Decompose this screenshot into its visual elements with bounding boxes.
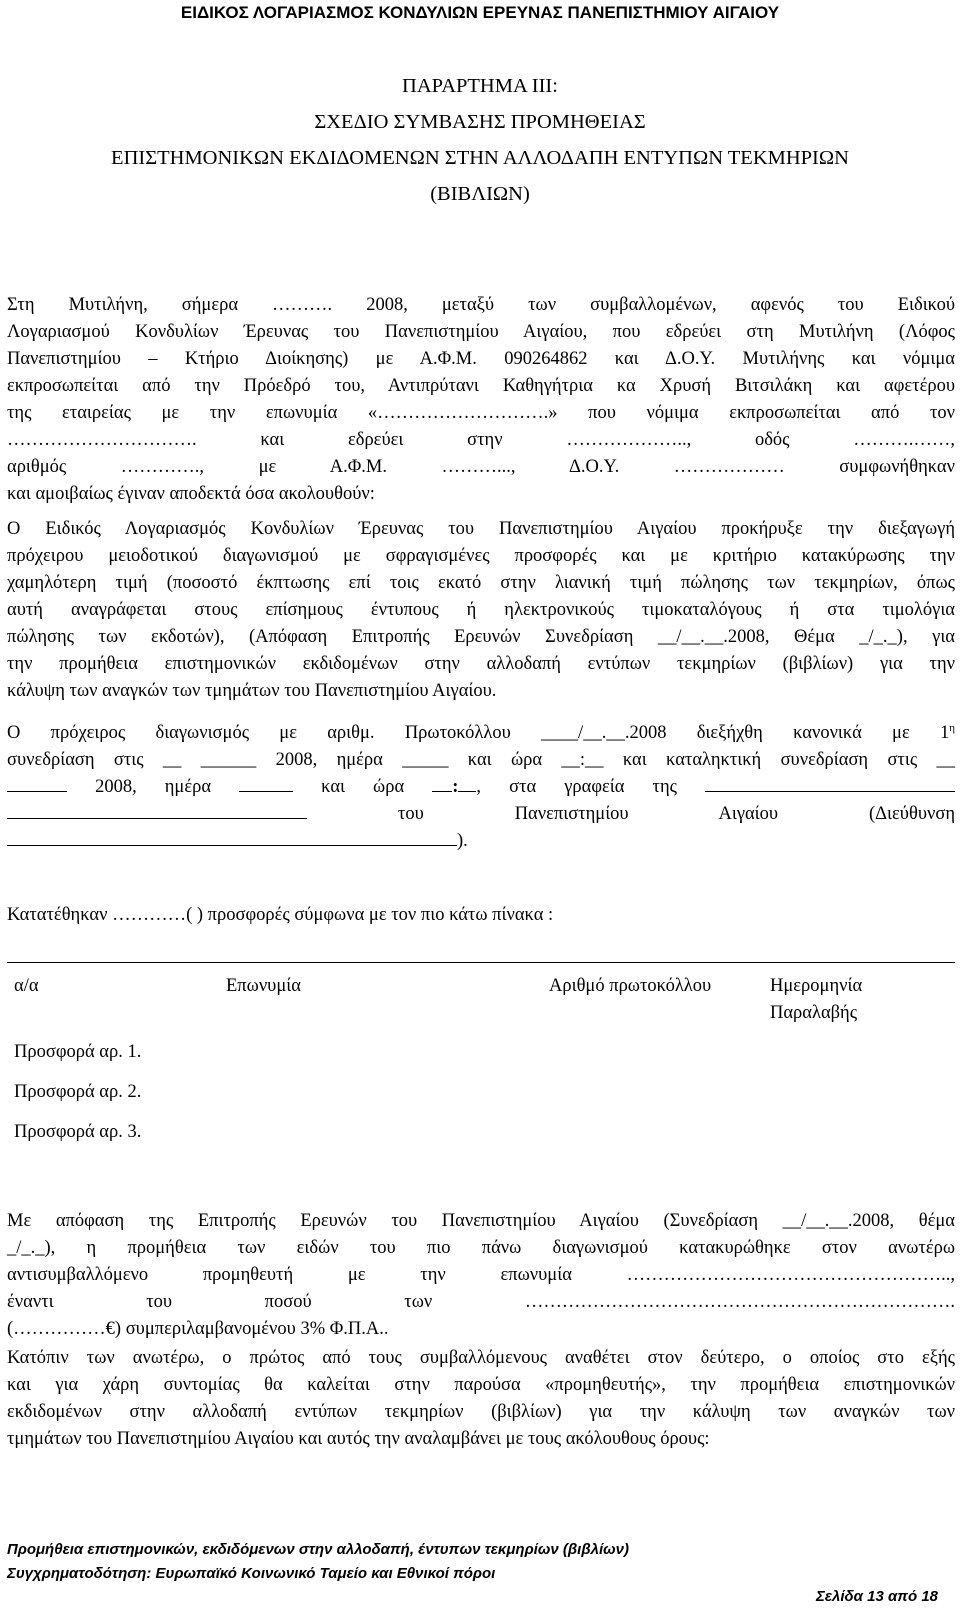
header-cell: α/α <box>14 976 39 996</box>
text-span: ). <box>457 831 468 851</box>
text-line: Κατόπιν των ανωτέρω, ο πρώτος από τους συμβαλλόμενους αναθέτει στον δεύτερο, ο οποίος στο εξής <box>7 1348 955 1368</box>
title-line: ΠΑΡΑΡΤΗΜΑ ΙΙΙ: <box>402 75 558 97</box>
text-line: (……………€) συμπεριλαμβανομένου 3% Φ.Π.Α.. <box>7 1319 389 1339</box>
blank-field <box>432 775 452 792</box>
table-cell: Προσφορά αρ. 1. <box>14 1042 142 1062</box>
text-line <box>7 801 955 828</box>
blank-field <box>7 802 307 819</box>
table-cell: Προσφορά αρ. 2. <box>14 1082 142 1102</box>
blank-field <box>705 775 955 792</box>
text-line: Πανεπιστημίου – Κτήριο Διοίκησης) με Α.Φ.Μ. 090264862 και Δ.Ο.Υ. Μυτιλήνης και νόμιμα <box>7 349 955 369</box>
text-line: αριθμός …………., με Α.Φ.Μ. ………..., Δ.Ο.Υ. ……………… συμφωνήθηκαν <box>7 457 955 477</box>
text-line: αυτή αναγράφεται στους επίσημους έντυπους ή ηλεκτρονικούς τιμοκαταλόγους ή στα τιμολόγια <box>7 600 955 620</box>
ordinal-superscript: η <box>949 721 955 734</box>
text-line: της εταιρείας με την επωνυμία «……………………….» που νόμιμα εκπροσωπείται από τον <box>7 403 955 423</box>
text-line: Στη Μυτιλήνη, σήμερα ………. 2008, μεταξύ των συμβαλλομένων, αφενός του Ειδικού <box>7 295 955 315</box>
text-line: Λογαριασμού Κονδυλίων Έρευνας του Πανεπιστημίου Αιγαίου, που εδρεύει στη Μυτιλήνη (Λόφος <box>7 322 955 342</box>
footer-line: Συγχρηματοδότηση: Ευρωπαϊκό Κοινωνικό Ταμείο και Εθνικοί πόροι <box>7 1565 496 1582</box>
document-footer <box>7 1538 955 1586</box>
text-line <box>7 720 955 747</box>
tender-sessions-paragraph <box>7 720 955 855</box>
table-row <box>7 1029 955 1069</box>
text-span: Ο πρόχειρος διαγωνισμός με αριθμ. Πρωτοκόλλου ____/__.__.2008 διεξήχθη κανονικά με 1 <box>7 723 950 743</box>
text-span: και ώρα <box>321 777 405 797</box>
blank-field <box>239 775 293 792</box>
text-line: συνεδρίαση στις __ ______ 2008, ημέρα _____ και ώρα __:__ και καταληκτική συνεδρίαση στις __ <box>7 750 955 770</box>
text-line <box>7 774 955 801</box>
blank-field <box>7 775 67 792</box>
tender-description-paragraph <box>7 516 955 705</box>
text-line: Με απόφαση της Επιτροπής Ερευνών του Πανεπιστημίου Αιγαίου (Συνεδρίαση __/__.__.2008, θέμα <box>7 1211 955 1231</box>
text-span: : <box>452 777 459 797</box>
text-line: _/_._), η προμήθεια των ειδών του πιο πάνω διαγωνισμού κατακυρώθηκε στον ανωτέρω <box>7 1238 955 1258</box>
text-line: τμημάτων του Πανεπιστημίου Αιγαίου και αυτός την αναλαμβάνει με τους ακόλουθους όρους: <box>7 1429 710 1449</box>
text-line: εκπροσωπείται από την Πρόεδρό του, Αντιπρύτανι Καθηγήτρια κα Χρυσή Βιτσιλάκη και αφετέρου <box>7 376 955 396</box>
header-cell: Αριθμό πρωτοκόλλου <box>549 976 712 996</box>
text-line: και αμοιβαίως έγιναν αποδεκτά όσα ακολουθούν: <box>7 484 375 504</box>
text-line: έναντι του ποσού των ……………………………………………………………. <box>7 1292 955 1312</box>
award-paragraph <box>7 1208 955 1343</box>
offers-table <box>7 962 955 1149</box>
contract-intro-paragraph <box>7 292 955 508</box>
blank-field <box>458 775 476 792</box>
table-row <box>7 1109 955 1149</box>
text-line: πρόχειρου μειοδοτικού διαγωνισμού με σφραγισμένες προσφορές και με κριτήριο κατακύρωσης την <box>7 546 955 566</box>
text-line: χαμηλότερη τιμή (ποσοστό έκπτωσης επί τοις εκατό στην λιανική τιμή πώλησης των τεκμηρίων, όπως <box>7 573 955 593</box>
table-header-row <box>7 963 955 1029</box>
text-line <box>7 828 955 855</box>
table-row <box>7 1069 955 1109</box>
header-cell: Επωνυμία <box>226 976 301 996</box>
text-line: πώλησης των εκδοτών), (Απόφαση Επιτροπής Ερευνών Συνεδρίαση __/__.__.2008, Θέμα _/_._), για <box>7 627 955 647</box>
text-line: Ο Ειδικός Λογαριασμός Κονδυλίων Έρευνας του Πανεπιστημίου Αιγαίου προκήρυξε την διεξαγωγή <box>7 519 955 539</box>
text-line: κάλυψη των αναγκών των τμημάτων του Πανεπιστημίου Αιγαίου. <box>7 681 497 701</box>
table-cell: Προσφορά αρ. 3. <box>14 1122 142 1142</box>
page-number: Σελίδα 13 από 18 <box>815 1588 938 1605</box>
footer-line: Προμήθεια επιστημονικών, εκδιδόμενων στην αλλοδαπή, έντυπων τεκμηρίων (βιβλίων) <box>7 1541 630 1558</box>
text-line: εκδιδομένων στην αλλοδαπή εντύπων τεκμηρίων (βιβλίων) για την κάλυψη των αναγκών των <box>7 1402 955 1422</box>
title-line: ΕΠΙΣΤΗΜΟΝΙΚΩΝ ΕΚΔΙΔΟΜΕΝΩΝ ΣΤΗΝ ΑΛΛΟΔΑΠΗ ΕΝΤΥΠΩΝ ΤΕΚΜΗΡΙΩΝ <box>111 147 849 169</box>
title-line: ΣΧΕΔΙΟ ΣΥΜΒΑΣΗΣ ΠΡΟΜΗΘΕΙΑΣ <box>314 111 646 133</box>
document-title-block <box>0 68 960 212</box>
blank-field <box>7 829 457 846</box>
text-line: αντισυμβαλλόμενο προμηθευτή με την επωνυμία …………………………………………….., <box>7 1265 955 1285</box>
text-span: , στα γραφεία της <box>476 777 677 797</box>
offers-intro-paragraph: Κατατέθηκαν …………( ) προσφορές σύμφωνα με τον πιο κάτω πίνακα : <box>7 905 554 925</box>
assignment-paragraph <box>7 1345 955 1453</box>
document-header: ΕΙΔΙΚΟΣ ΛΟΓΑΡΙΑΣΜΟΣ ΚΟΝΔΥΛΙΩΝ ΕΡΕΥΝΑΣ ΠΑΝΕΠΙΣΤΗΜΙΟΥ ΑΙΓΑΙΟΥ <box>180 3 780 22</box>
title-line: (ΒΙΒΛΙΩΝ) <box>430 183 530 205</box>
text-line: την προμήθεια επιστημονικών εκδιδομένων στην αλλοδαπή εντύπων τεκμηρίων (βιβλίων) για την <box>7 654 955 674</box>
text-line: …………………………. και εδρεύει στην ……………….., οδός ……….……, <box>7 430 955 450</box>
text-line: και για χάρη συντομίας θα καλείται στην παρούσα «προμηθευτής», την προμήθεια επιστημονικών <box>7 1375 955 1395</box>
text-span: 2008, ημέρα <box>95 777 212 797</box>
text-span: του Πανεπιστημίου Αιγαίου (Διεύθυνση <box>397 804 955 824</box>
header-cell: Ημερομηνία Παραλαβής <box>770 976 863 1023</box>
